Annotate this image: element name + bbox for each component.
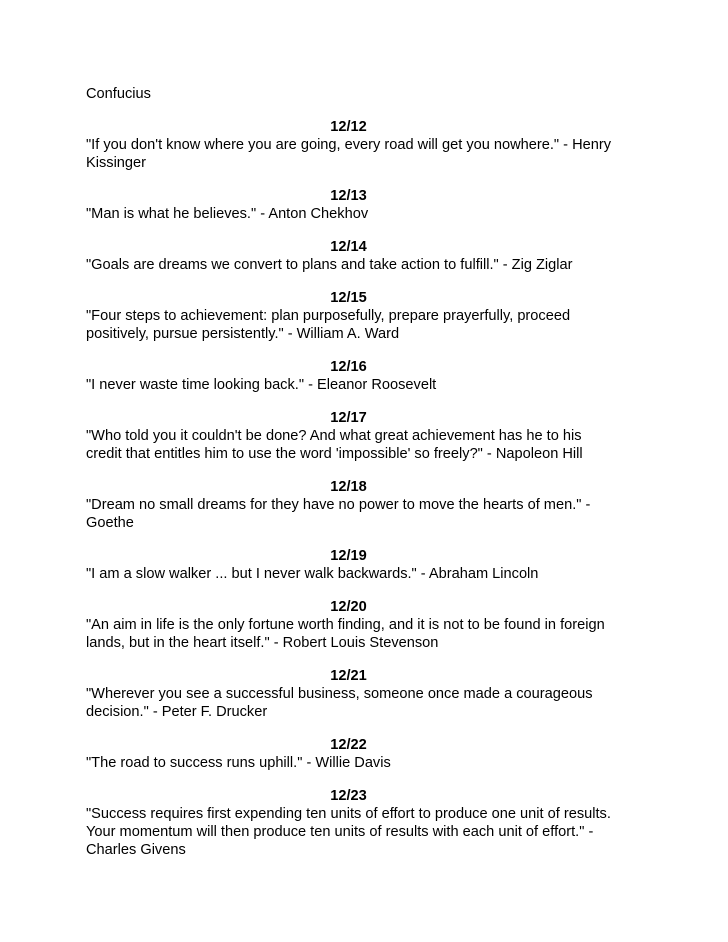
entry-date: 12/12 xyxy=(330,119,367,135)
quote-entry xyxy=(86,289,611,343)
entry-date: 12/22 xyxy=(330,737,367,753)
quote-entry xyxy=(86,358,611,394)
entry-quote: "Dream no small dreams for they have no power to move the hearts of men." - Goethe xyxy=(86,497,591,531)
entry-quote: "Wherever you see a successful business, someone once made a courageous decision." - Peter F. Drucker xyxy=(86,686,593,720)
quote-entry xyxy=(86,667,611,721)
quote-entry xyxy=(86,118,611,172)
entry-quote: "Who told you it couldn't be done? And what great achievement has he to his credit that entitles him to use the word 'impossible' so freely?" - Napoleon Hill xyxy=(86,428,583,462)
quote-entry xyxy=(86,238,611,274)
quote-entry xyxy=(86,547,611,583)
entry-quote: "The road to success runs uphill." - Willie Davis xyxy=(86,755,391,771)
entry-date: 12/15 xyxy=(330,290,367,306)
entry-date: 12/14 xyxy=(330,239,367,255)
quote-entry xyxy=(86,787,611,859)
entry-quote: "If you don't know where you are going, every road will get you nowhere." - Henry Kissinger xyxy=(86,137,612,171)
entry-date: 12/13 xyxy=(330,188,367,204)
entry-quote: "An aim in life is the only fortune worth finding, and it is not to be found in foreign lands, but in the heart itself." - Robert Louis Stevenson xyxy=(86,617,605,651)
entry-date: 12/19 xyxy=(330,548,367,564)
quote-entry xyxy=(86,736,611,772)
entry-quote: "Goals are dreams we convert to plans and take action to fulfill." - Zig Ziglar xyxy=(86,257,573,273)
entry-date: 12/23 xyxy=(330,788,367,804)
entry-date: 12/21 xyxy=(330,668,367,684)
entry-date: 12/17 xyxy=(330,410,367,426)
document-page xyxy=(86,85,611,859)
entry-quote: "Man is what he believes." - Anton Chekhov xyxy=(86,206,369,222)
entry-quote: "Success requires first expending ten units of effort to produce one unit of results. Your momentum will then produce ten units of results with each unit of effort." - Charles Givens xyxy=(86,806,611,858)
quote-entry xyxy=(86,598,611,652)
entry-quote: "Four steps to achievement: plan purposefully, prepare prayerfully, proceed positively, pursue persistently." - William A. Ward xyxy=(86,308,571,342)
entry-quote: "I never waste time looking back." - Eleanor Roosevelt xyxy=(86,377,437,393)
entry-quote: "I am a slow walker ... but I never walk backwards." - Abraham Lincoln xyxy=(86,566,539,582)
entry-date: 12/20 xyxy=(330,599,367,615)
entry-date: 12/18 xyxy=(330,479,367,495)
quote-entry xyxy=(86,478,611,532)
continued-attribution: Confucius xyxy=(86,86,151,102)
entry-date: 12/16 xyxy=(330,359,367,375)
quote-entry xyxy=(86,409,611,463)
quote-entry xyxy=(86,187,611,223)
